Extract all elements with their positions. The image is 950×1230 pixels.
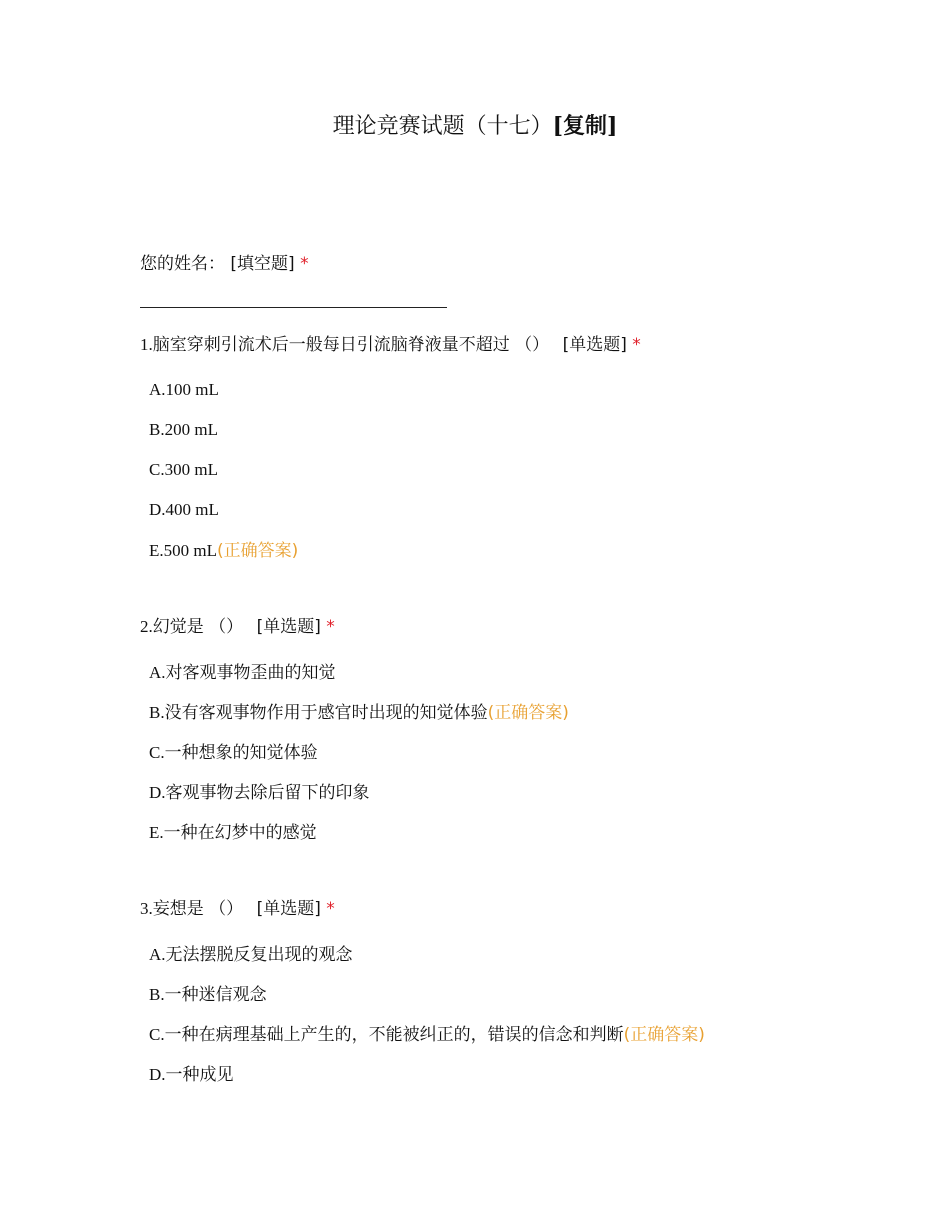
q2-option-a[interactable] xyxy=(149,660,336,686)
required-mark: * xyxy=(300,254,309,274)
option-letter: B. xyxy=(149,985,165,1004)
option-letter: C. xyxy=(149,743,165,762)
q2-option-b[interactable] xyxy=(149,700,569,726)
option-text: 无法摆脱反复出现的观念 xyxy=(165,945,353,965)
option-letter: A. xyxy=(149,945,166,964)
option-text: 没有客观事物作用于感官时出现的知觉体验 xyxy=(164,703,488,723)
option-letter: A. xyxy=(149,380,166,399)
option-text: 300 mL xyxy=(164,460,218,479)
question-1 xyxy=(140,332,641,358)
option-text: 400 mL xyxy=(165,500,219,519)
option-text: 100 mL xyxy=(165,380,219,399)
q2-option-d[interactable] xyxy=(149,780,370,806)
name-label-text: 您的姓名： xyxy=(140,254,225,274)
q2-option-c[interactable] xyxy=(149,740,318,766)
question-number: 2. xyxy=(140,617,153,636)
option-text: 一种成见 xyxy=(165,1065,234,1085)
option-text: 500 mL xyxy=(163,541,217,560)
title-main: 理论竞赛试题（十七） xyxy=(332,114,553,139)
option-letter: A. xyxy=(149,663,166,682)
q1-option-e[interactable] xyxy=(149,538,298,564)
required-mark: * xyxy=(326,617,335,637)
q2-option-e[interactable] xyxy=(149,820,317,846)
option-letter: C. xyxy=(149,1025,165,1044)
option-letter: B. xyxy=(149,420,165,439)
required-mark: * xyxy=(632,335,641,355)
q3-option-c[interactable] xyxy=(149,1022,705,1048)
name-question xyxy=(140,251,309,277)
option-text: 客观事物去除后留下的印象 xyxy=(165,783,370,803)
question-type: [单选题] xyxy=(256,617,321,637)
correct-answer-label: (正确答案) xyxy=(217,541,299,561)
option-letter: D. xyxy=(149,783,166,802)
name-question-type: [填空题] xyxy=(230,254,295,274)
question-type: [单选题] xyxy=(256,899,321,919)
option-letter: C. xyxy=(149,460,165,479)
title-suffix: [复制] xyxy=(552,113,618,139)
option-letter: E. xyxy=(149,823,164,842)
option-letter: D. xyxy=(149,500,166,519)
question-text: 脑室穿刺引流术后一般每日引流脑脊液量不超过 （） xyxy=(152,335,550,355)
option-letter: E. xyxy=(149,541,164,560)
option-letter: D. xyxy=(149,1065,166,1084)
required-mark: * xyxy=(326,899,335,919)
question-2 xyxy=(140,614,335,640)
q3-option-d[interactable] xyxy=(149,1062,234,1088)
page-title xyxy=(0,110,950,143)
question-3 xyxy=(140,896,335,922)
q1-option-a[interactable] xyxy=(149,377,219,403)
option-text: 一种在病理基础上产生的，不能被纠正的，错误的信念和判断 xyxy=(164,1025,624,1045)
q3-option-a[interactable] xyxy=(149,942,353,968)
q1-option-d[interactable] xyxy=(149,497,219,523)
correct-answer-label: (正确答案) xyxy=(623,1025,705,1045)
q1-option-c[interactable] xyxy=(149,457,218,483)
correct-answer-label: (正确答案) xyxy=(487,703,569,723)
option-letter: B. xyxy=(149,703,165,722)
option-text: 200 mL xyxy=(164,420,218,439)
question-number: 3. xyxy=(140,899,153,918)
name-input-line[interactable] xyxy=(140,307,447,308)
question-text: 妄想是 （） xyxy=(152,899,244,919)
q1-option-b[interactable] xyxy=(149,417,218,443)
q3-option-b[interactable] xyxy=(149,982,267,1008)
option-text: 一种在幻梦中的感觉 xyxy=(163,823,317,843)
option-text: 对客观事物歪曲的知觉 xyxy=(165,663,336,683)
question-type: [单选题] xyxy=(562,335,627,355)
option-text: 一种迷信观念 xyxy=(164,985,267,1005)
question-text: 幻觉是 （） xyxy=(152,617,244,637)
question-number: 1. xyxy=(140,335,153,354)
option-text: 一种想象的知觉体验 xyxy=(164,743,318,763)
